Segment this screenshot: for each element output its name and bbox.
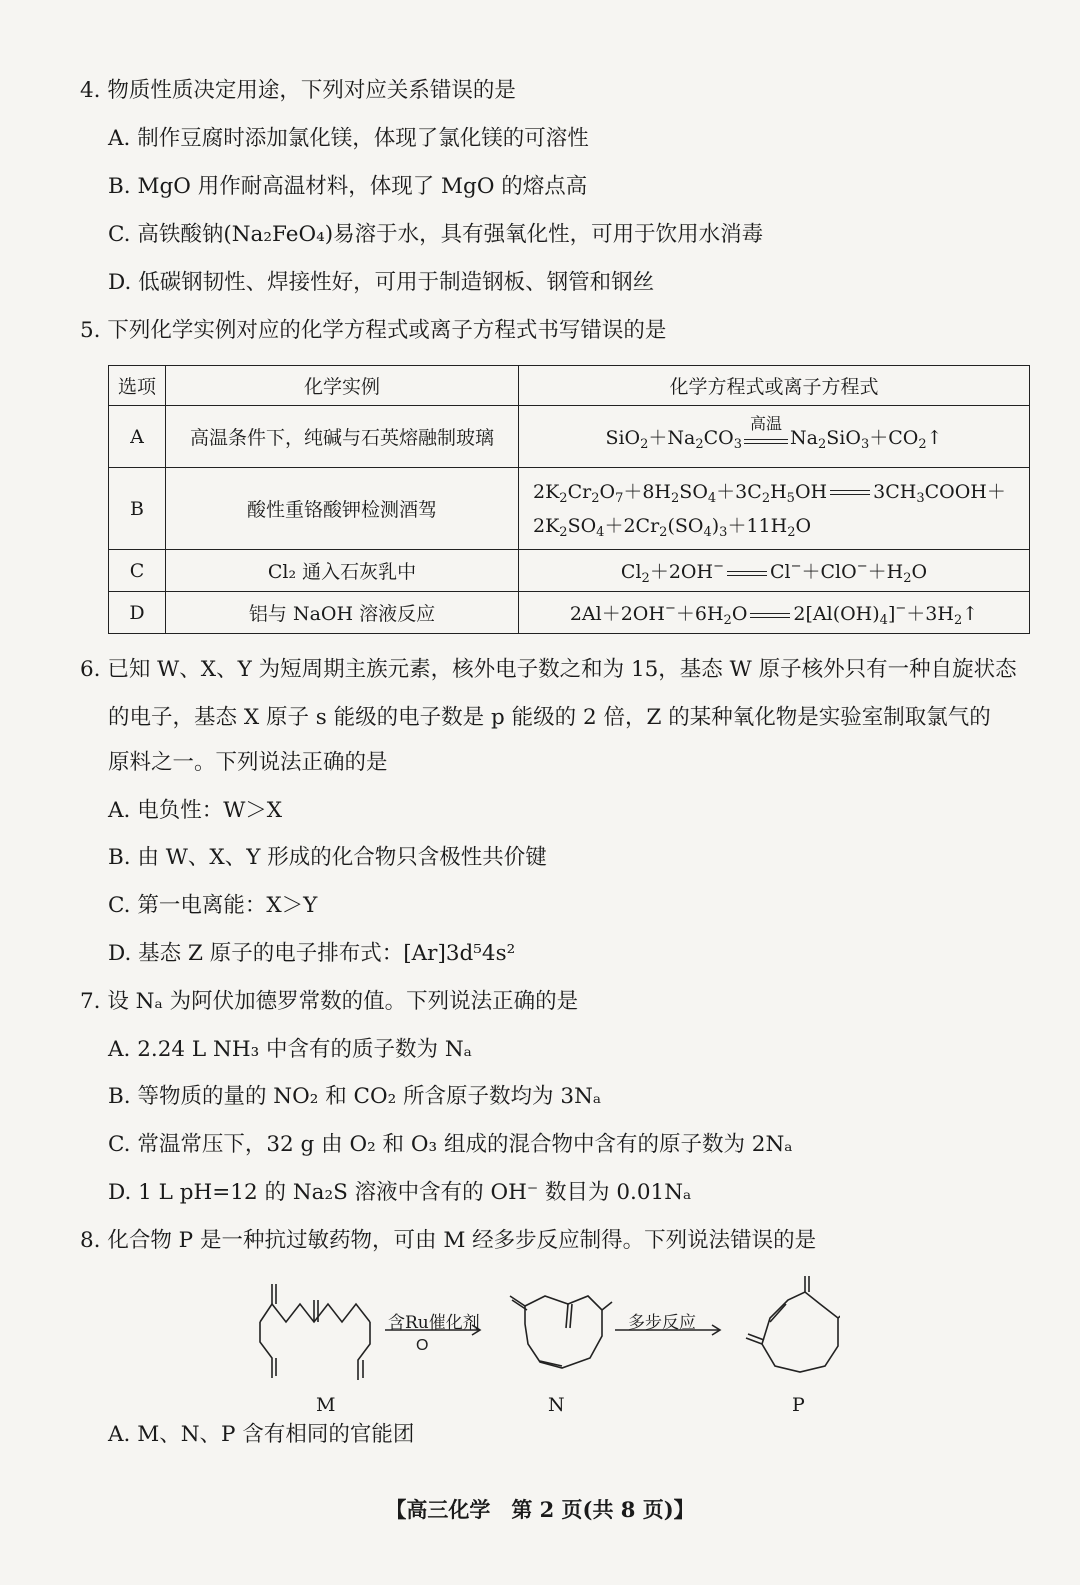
q5-stem: 5. 下列化学实例对应的化学方程式或离子方程式书写错误的是 [80,318,667,343]
q4-stem: 4. 物质性质决定用途，下列对应关系错误的是 [80,78,516,103]
label-p: P [792,1394,805,1416]
row-example: Cl₂ 通入石灰乳中 [166,550,519,592]
page-footer: 【高三化学 第 2 页(共 8 页)】 [385,1497,695,1522]
header-equation: 化学方程式或离子方程式 [519,366,1030,406]
reaction-scheme [240,1262,840,1382]
arrow-2-label: 多步反应 [628,1313,696,1333]
q7-stem: 7. 设 Nₐ 为阿伏加德罗常数的值。下列说法正确的是 [80,989,579,1014]
row-equation-d: $2Al+2OH^-+6H_2O$ $2[Al(OH)_4]^-+3H_2↑$ [519,592,1030,634]
row-equation-b: $2K_2Cr_2O_7+8H_2SO_4+3C_2H_5OH$ $3CH_3COOH+$ $2K_2SO_4+2Cr_2(SO_4)_3+11H_2O$ [519,468,1030,550]
molecule-n [510,1296,612,1368]
q6-option-c: C. 第一电离能：X＞Y [108,893,318,918]
molecule-m [260,1284,370,1380]
q6-option-b: B. 由 W、X、Y 形成的化合物只含极性共价键 [108,845,547,870]
table-row [109,468,1030,550]
ester-o-label: O [416,1337,429,1354]
molecule-p [746,1276,840,1372]
condition-label: 高温 [744,433,788,444]
table-row [109,550,1030,592]
label-n: N [548,1394,565,1416]
q8-stem: 8. 化合物 P 是一种抗过敏药物，可由 M 经多步反应制得。下列说法错误的是 [80,1228,817,1253]
q7-option-c: C. 常温常压下，32 g 由 O₂ 和 O₃ 组成的混合物中含有的原子数为 2Nₐ [108,1132,793,1157]
header-option: 选项 [109,366,166,406]
label-m: M [316,1394,336,1416]
q7-option-b: B. 等物质的量的 NO₂ 和 CO₂ 所含原子数均为 3Nₐ [108,1084,602,1109]
q4-option-b: B. MgO 用作耐高温材料，体现了 MgO 的熔点高 [108,174,588,199]
q4-option-d: D. 低碳钢韧性、焊接性好，可用于制造钢板、钢管和钢丝 [108,270,655,295]
q7-option-a: A. 2.24 L NH₃ 中含有的质子数为 Nₐ [108,1037,472,1062]
row-option: D [109,592,166,634]
q4-option-c: C. 高铁酸钠(Na₂FeO₄)易溶于水，具有强氧化性，可用于饮用水消毒 [108,222,764,247]
row-example: 铝与 NaOH 溶液反应 [166,592,519,634]
arrow-1-label: 含Ru催化剂 [388,1313,480,1333]
q4-option-a: A. 制作豆腐时添加氯化镁，体现了氯化镁的可溶性 [108,126,589,151]
q6-option-d: D. 基态 Z 原子的电子排布式：[Ar]3d⁵4s² [108,941,516,966]
table-row [109,406,1030,468]
table-row [109,592,1030,634]
q8-option-a: A. M、N、P 含有相同的官能团 [108,1422,415,1447]
equation-table [108,365,1030,634]
header-example: 化学实例 [166,366,519,406]
row-example: 高温条件下，纯碱与石英熔融制玻璃 [166,406,519,468]
row-example: 酸性重铬酸钾检测酒驾 [166,468,519,550]
q6-stem-line2: 的电子，基态 X 原子 s 能级的电子数是 p 能级的 2 倍，Z 的某种氧化物是实验室制取氯气的 [108,705,991,730]
row-equation-a: $SiO_2+Na_2CO_3$ 高温 $Na_2SiO_3+CO_2↑$ [519,406,1030,468]
row-option: A [109,406,166,468]
q6-stem-line1: 6. 已知 W、X、Y 为短周期主族元素，核外电子数之和为 15，基态 W 原子核外只有一种自旋状态 [80,657,1017,682]
row-option: C [109,550,166,592]
q6-stem-line3: 原料之一。下列说法正确的是 [108,750,388,775]
q7-option-d: D. 1 L pH=12 的 Na₂S 溶液中含有的 OH⁻ 数目为 0.01Nₐ [108,1180,692,1205]
row-option: B [109,468,166,550]
row-equation-c: $Cl_2+2OH^-$ $Cl^-+ClO^-+H_2O$ [519,550,1030,592]
table-header-row [109,366,1030,406]
q6-option-a: A. 电负性：W＞X [108,798,283,823]
